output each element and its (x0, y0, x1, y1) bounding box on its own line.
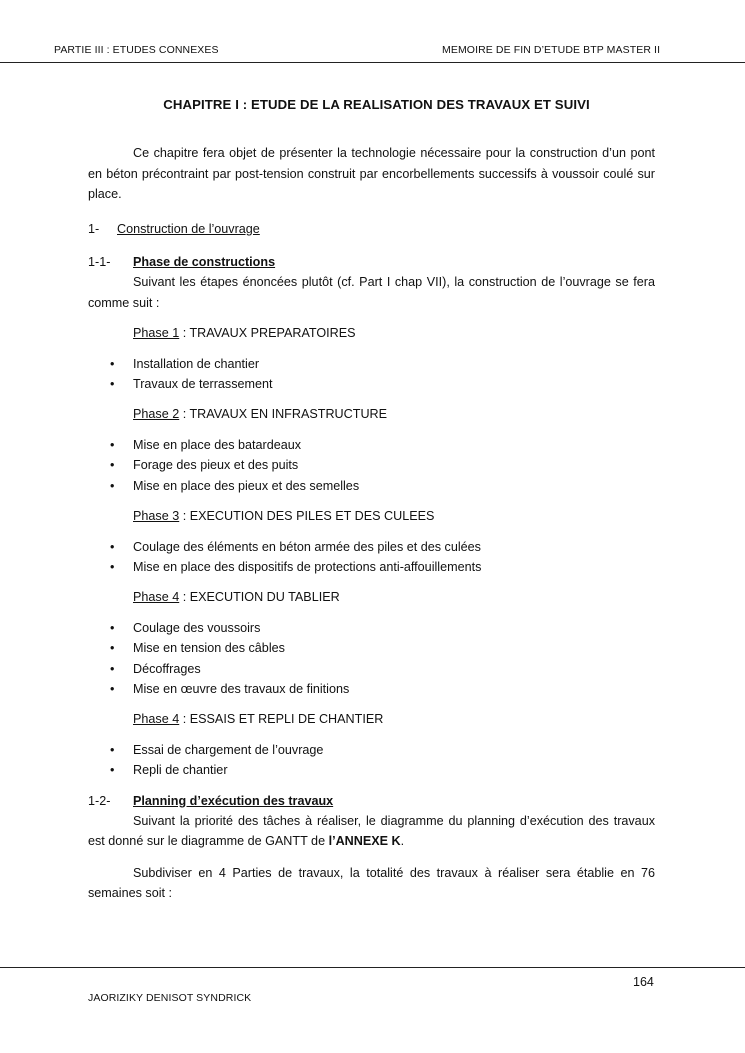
phase-label: Phase 2 (133, 407, 180, 422)
footer-author: JAORIZIKY DENISOT SYNDRICK (88, 992, 252, 1004)
subsection-1-1-number: 1-1- (88, 255, 111, 270)
list-item: • Coulage des voussoirs (88, 618, 655, 638)
page-body (88, 95, 655, 904)
phase-block (88, 323, 655, 394)
phase-heading (88, 587, 655, 607)
section-1-title: Construction de l’ouvrage (117, 221, 260, 236)
annex-reference: l’ANNEXE K (328, 834, 401, 849)
list-item: • Mise en place des pieux et des semelles (88, 476, 655, 496)
page-number: 164 (633, 975, 654, 989)
phase-block (88, 506, 655, 577)
subsection-1-2-number: 1-2- (88, 793, 111, 808)
chapter-title: CHAPITRE I : ETUDE DE LA REALISATION DES TRAVAUX ET SUIVI (163, 97, 590, 112)
list-item: • Mise en place des batardeaux (88, 435, 655, 455)
list-item: • Installation de chantier (88, 354, 655, 374)
list-item: • Mise en tension des câbles (88, 638, 655, 658)
subsection-1-2-heading (88, 791, 655, 811)
running-header-left: PARTIE III : ETUDES CONNEXES (54, 44, 219, 56)
phase-heading (88, 506, 655, 526)
phase-block (88, 709, 655, 780)
phase-label: Phase 1 (133, 326, 180, 341)
planning-text-end: . (400, 834, 405, 849)
subsection-1-1-heading (88, 252, 655, 272)
section-1-number: 1- (88, 221, 100, 236)
list-item: • Repli de chantier (88, 760, 655, 780)
subsection-1-1-text: Suivant les étapes énoncées plutôt (cf. Part I chap VII), la construction de l’ouvrage se fera comme suit : (88, 275, 655, 310)
running-header-right: MEMOIRE DE FIN D’ETUDE BTP MASTER II (442, 44, 661, 56)
phase-block (88, 404, 655, 496)
list-item: • Essai de chargement de l’ouvrage (88, 740, 655, 760)
list-item: • Travaux de terrassement (88, 374, 655, 394)
planning-text: Suivant la priorité des tâches à réaliser, le diagramme du planning d’exécution des travaux est donné sur le diagramme de GANTT de (88, 813, 655, 849)
phase-label: Phase 4 (133, 590, 180, 605)
phase-heading (88, 404, 655, 424)
phase-block (88, 587, 655, 699)
subsection-1-1-title: Phase de constructions (133, 255, 276, 270)
phase-items (88, 537, 655, 578)
subsection-1-2-text (88, 811, 655, 852)
phase-title: : TRAVAUX PREPARATOIRES (179, 326, 356, 341)
list-item: • Coulage des éléments en béton armée des piles et des culées (88, 537, 655, 557)
phase-items (88, 618, 655, 700)
phase-label: Phase 4 (133, 712, 180, 727)
list-item: • Forage des pieux et des puits (88, 455, 655, 475)
phase-items (88, 354, 655, 395)
phase-title: : TRAVAUX EN INFRASTRUCTURE (179, 407, 388, 422)
phase-items (88, 740, 655, 781)
footer-divider (0, 967, 745, 968)
header-divider (0, 62, 745, 63)
phase-title: : EXECUTION DES PILES ET DES CULEES (179, 509, 435, 524)
phase-title: : EXECUTION DU TABLIER (179, 590, 340, 605)
phase-label: Phase 3 (133, 509, 180, 524)
closing-paragraph: Subdiviser en 4 Parties de travaux, la totalité des travaux à réaliser sera établie en 76 semaines soit : (88, 865, 655, 901)
subsection-1-2-title: Planning d’exécution des travaux (133, 793, 334, 808)
intro-paragraph: Ce chapitre fera objet de présenter la technologie nécessaire pour la construction d’un pont en béton précontraint par post-tension construit par encorbellements successifs à voussoir coulé sur place. (88, 146, 655, 202)
phase-heading (88, 709, 655, 729)
phase-items (88, 435, 655, 496)
phase-title: : ESSAIS ET REPLI DE CHANTIER (179, 712, 384, 727)
list-item: • Mise en œuvre des travaux de finitions (88, 679, 655, 699)
list-item: • Mise en place des dispositifs de protections anti-affouillements (88, 557, 655, 577)
list-item: • Décoffrages (88, 659, 655, 679)
section-1-heading (88, 219, 655, 239)
phase-heading (88, 323, 655, 343)
